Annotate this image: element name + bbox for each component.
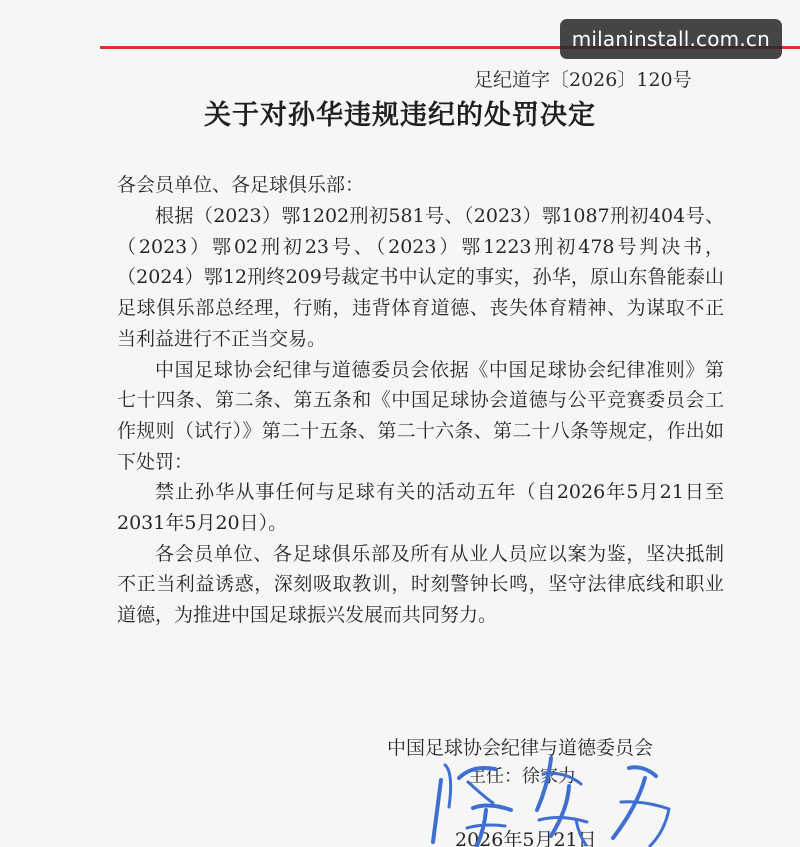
- salutation: 各会员单位、各足球俱乐部：: [117, 174, 365, 196]
- document-body: [117, 201, 724, 631]
- paragraph-warning: 各会员单位、各足球俱乐部及所有从业人员应以案为鉴，坚决抵制不正当利益诱惑，深刻吸取教训，时刻警钟长鸣，坚守法律底线和职业道德，为推进中国足球振兴发展而共同努力。: [117, 542, 724, 627]
- document-title: 关于对孙华违规违纪的处罚决定: [204, 100, 596, 131]
- watermark-badge: milaninstall.com.cn: [560, 19, 782, 59]
- paragraph-regulation: 中国足球协会纪律与道德委员会依据《中国足球协会纪律准则》第七十四条、第二条、第五条和《中国足球协会道德与公平竞赛委员会工作规则（试行）》第二十五条、第二十六条、第二十八条等规定，作出如下处罚：: [117, 358, 724, 473]
- issue-date: 2026年5月21日: [455, 829, 597, 847]
- paragraph-basis: 根据（2023）鄂1202刑初581号、（2023）鄂1087刑初404号、（2023）鄂02刑初23号、（2023）鄂1223刑初478号判决书，（2024）鄂12刑终209号裁定书中认定的事实，孙华，原山东鲁能泰山足球俱乐部总经理，行贿，违背体育道德、丧失体育精神、为谋取不正当利益进行不正当交易。: [117, 205, 724, 350]
- signer-organization: 中国足球协会纪律与道德委员会: [387, 737, 654, 759]
- director-line: 主任：徐家力: [468, 766, 576, 787]
- document-number: 足纪道字〔2026〕120号: [474, 69, 692, 91]
- paragraph-penalty: 禁止孙华从事任何与足球有关的活动五年（自2026年5月21日至2031年5月20日）。: [117, 481, 724, 535]
